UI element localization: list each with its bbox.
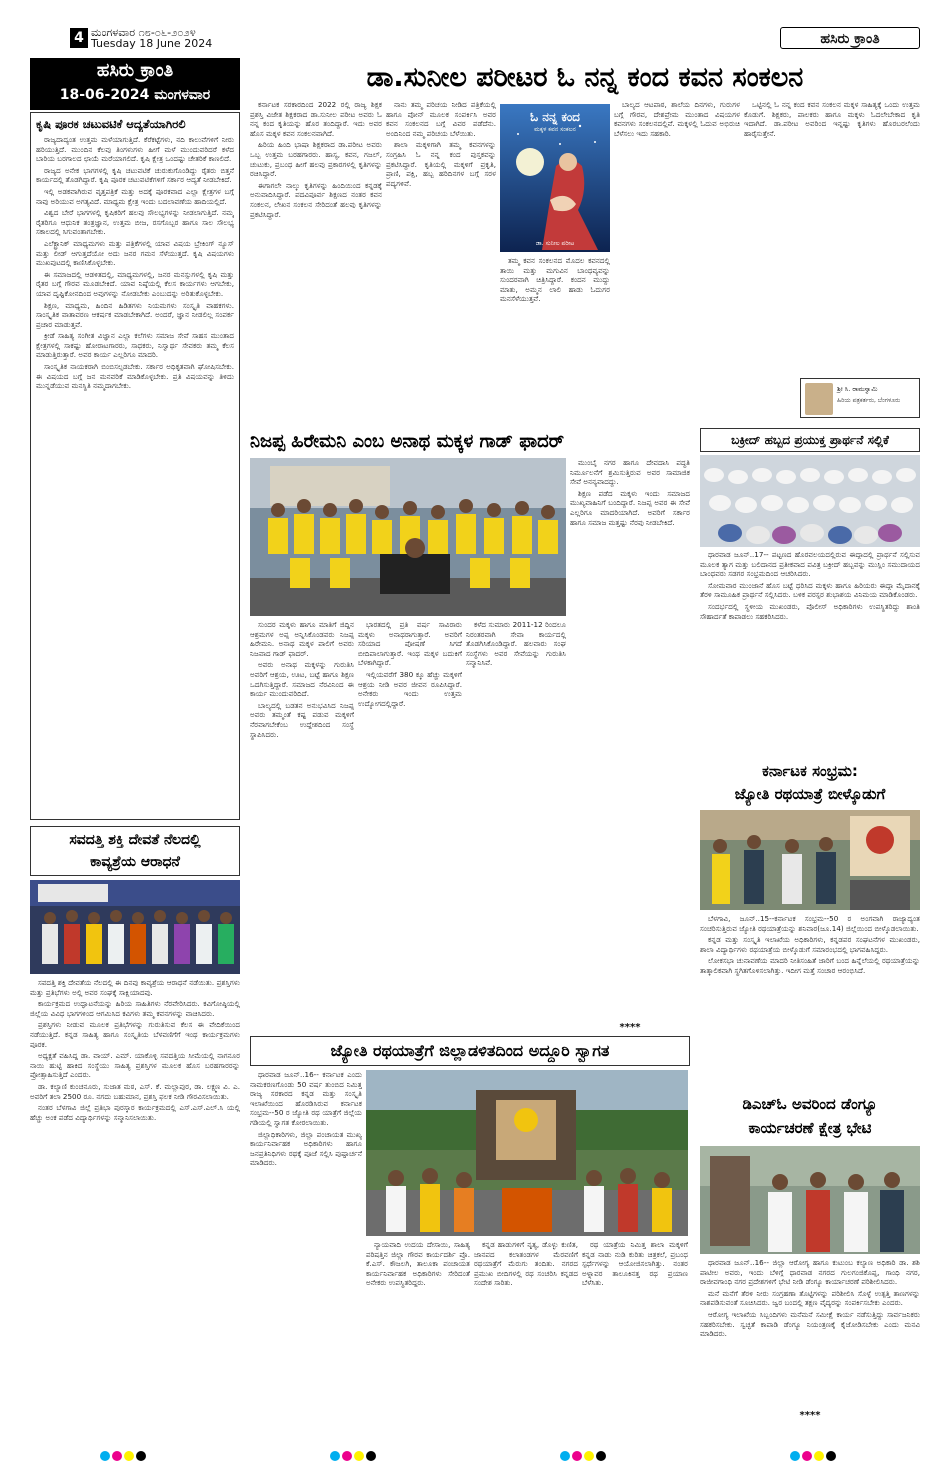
dengue-headline-line1: ಡಿಎಚ್‌ಓ ಅವರಿಂದ ಡೆಂಗ್ಯೂ [742,1095,878,1113]
karnataka-body [700,914,920,1090]
avatar [805,383,833,415]
reg-dot-black [136,1451,146,1461]
paragraph: ಅವರು ಅನಾಥ ಮಕ್ಕಳನ್ನು ಗುರುತಿಸಿ ಅವರಿಗೆ ಆಶ್ರಯ, ಊಟ, ಬಟ್ಟೆ ಹಾಗೂ ಶಿಕ್ಷಣ ಒದಗಿಸುತ್ತಿದ್ದಾರೆ. ಸಮಾಜದ ನೆರವಿನಿಂದ ಈ ಕಾರ್ಯ ಮುಂದುವರಿದಿದೆ. [250,660,354,699]
paragraph: ಜಿಲ್ಲಾಧಿಕಾರಿಗಳು, ಜಿಲ್ಲಾ ಪಂಚಾಯತ ಮುಖ್ಯ ಕಾರ್ಯನಿರ್ವಾಹಕ ಅಧಿಕಾರಿಗಳು ಹಾಗೂ ಜನಪ್ರತಿನಿಧಿಗಳು ರಥಕ್ಕೆ ಪೂಜೆ ಸಲ್ಲಿಸಿ ಪುಷ್ಪಾರ್ಚನೆ ಮಾಡಿದರು. [250,1129,362,1168]
reg-dot-yellow [354,1451,364,1461]
dengue-end-mark: **** [799,1410,821,1421]
page-date-english: Tuesday 18 June 2024 [91,37,213,50]
karnataka-event-photo [700,810,920,910]
paragraph: ರಾಜ್ಯದ ಅನೇಕ ಭಾಗಗಳಲ್ಲಿ ಕೃಷಿ ಚಟುವಟಿಕೆ ಚುರುಕುಗೊಂಡಿದ್ದು ರೈತರು ಬಿತ್ತನೆ ಕಾರ್ಯದಲ್ಲಿ ತೊಡಗಿದ್ದಾರೆ. ಕೃಷಿ ಪೂರಕ ಚಟುವಟಿಕೆಗಳಿಗೆ ಸರ್ಕಾರ ಆದ್ಯತೆ ನೀಡಬೇಕಿದೆ. [36,165,234,185]
paragraph: ಈಗಾಗಲೇ ನಾಲ್ಕು ಕೃತಿಗಳನ್ನು ಹಿಂದಿಯಿಂದ ಕನ್ನಡಕ್ಕೆ ಅನುವಾದಿಸಿದ್ದಾರೆ. ಪದವಿಪೂರ್ವ ಶಿಕ್ಷಣದ ನಂತರ ಕವನ ಸಂಕಲನ, ಲೇಖನ ಸಂಕಲನ ಸೇರಿದಂತೆ ಹಲವು ಕೃತಿಗಳನ್ನು ಪ್ರಕಟಿಸಿದ್ದಾರೆ. [250,180,382,219]
page-header [0,0,945,50]
nijappa-col-1 [250,620,354,1020]
paragraph: ರಾಜ್ಯದಾದ್ಯಂತ ಉತ್ತಮ ಮಳೆಯಾಗುತ್ತಿದೆ. ಕೆರೆಕಟ್ಟೆಗಳು, ನದಿ ಕಾಲುವೆಗಳಿಗೆ ನೀರು ಹರಿಯುತ್ತಿದೆ. ಮುಂದಿನ ಕೆಲವು ತಿಂಗಳುಗಳು ಹೀಗೆ ಮಳೆ ಮುಂದುವರಿದರೆ ಕಳೆದ ಬಾರಿಯ ಬರಗಾಲದ ಛಾಯೆ ಮರೆಯಾಗಲಿದೆ. ಕೃಷಿ ಕ್ಷೇತ್ರ ಒಂದಷ್ಟು ಚೇತರಿಕೆ ಕಾಣಲಿದೆ. [36,135,234,164]
paragraph: ಅಧ್ಯಕ್ಷತೆ ವಹಿಸಿದ್ದ ಡಾ. ವಾಯ್. ಎಮ್. ಯಾಕೊಳ್ಳಿ ಸವದತ್ತಿಯ ಸೀಮೆಯಲ್ಲಿ ನಾಗನೂರ ನಾಯಿ ಹುಟ್ಟಿ ಹಾಕಿದ ಸಂಸ್ಥೆಯು ಸಾಹಿತ್ಯ ಪ್ರಶಸ್ತಿಗಳ ಮೂಲಕ ಹೊಸ ಬರಹಗಾರರನ್ನು ಪ್ರೋತ್ಸಾಹಿಸುತ್ತಿದೆ ಎಂದರು. [30,1051,240,1080]
reg-dot-cyan [790,1451,800,1461]
paragraph: ಒಟ್ಟಿನಲ್ಲಿ ಓ ನನ್ನ ಕಂದ ಕವನ ಸಂಕಲನ ಮಕ್ಕಳ ಸಾಹಿತ್ಯಕ್ಕೆ ಒಂದು ಉತ್ತಮ ಕೊಡುಗೆ. ಶಿಕ್ಷಕರು, ಪಾಲಕರು ಹಾಗೂ ಮಕ್ಕಳು ಓದಲೇಬೇಕಾದ ಕೃತಿ ಇದಾಗಿದೆ. ಡಾ.ಪರೀಟ ಅವರಿಂದ ಇನ್ನಷ್ಟು ಕೃತಿಗಳು ಹೊರಬರಲೆಂದು ಹಾರೈಸುತ್ತೇನೆ. [744,100,920,138]
main-story-col-5 [744,100,920,360]
book-subtitle: ಮಕ್ಕಳ ಕವನ ಸಂಕಲನ [534,126,576,133]
nijappa-col-4 [570,458,690,1018]
paragraph: ಆರೋಗ್ಯ ಇಲಾಖೆಯ ಸಿಬ್ಬಂದಿಗಳು ಮನೆಮನೆ ಸಮೀಕ್ಷೆ ಕಾರ್ಯ ನಡೆಸುತ್ತಿದ್ದು ಸಾರ್ವಜನಿಕರು ಸಹಕರಿಸಬೇಕು. ಸ್ವಚ್ಛತೆ ಕಾಪಾಡಿ ಡೆಂಗ್ಯೂ ನಿಯಂತ್ರಣಕ್ಕೆ ಕೈಜೋಡಿಸಬೇಕು ಎಂದು ಮನವಿ ಮಾಡಿದರು. [700,1309,920,1339]
page-brand: ಹಸಿರು ಕ್ರಾಂತಿ [780,27,920,49]
paragraph: ವಿಶ್ವದ ಬೇರೆ ಭಾಗಗಳಲ್ಲಿ ಕೃಷಿಕರಿಗೆ ಹಲವು ಸೌಲಭ್ಯಗಳನ್ನು ನೀಡಲಾಗುತ್ತಿದೆ. ನಮ್ಮ ರೈತರಿಗೂ ಆಧುನಿಕ ತಂತ್ರಜ್ಞಾನ, ಉತ್ತಮ ಬೀಜ, ರಸಗೊಬ್ಬರ ಹಾಗೂ ಸಾಲ ಸೌಲಭ್ಯ ಸಕಾಲದಲ್ಲಿ ಸಿಗುವಂತಾಗಬೇಕು. [36,208,234,237]
nijappa-end-mark: **** [619,1022,641,1033]
reg-dot-magenta [342,1451,352,1461]
editorial-box [30,112,240,820]
registration-marks-right [790,1446,838,1465]
paragraph: ಕಾರ್ಯಕ್ರಮದ ಉದ್ಘಾಟನೆಯನ್ನು ಹಿರಿಯ ಸಾಹಿತಿಗಳು ನೆರವೇರಿಸಿದರು. ಕವಿಗೋಷ್ಠಿಯಲ್ಲಿ ಜಿಲ್ಲೆಯ ವಿವಿಧ ಭಾಗಗಳಿಂದ ಆಗಮಿಸಿದ ಕವಿಗಳು ತಮ್ಮ ಕವನಗಳನ್ನು ವಾಚಿಸಿದರು. [30,999,240,1018]
editorial-headline: ಕೃಷಿ ಪೂರಕ ಚಟುವಟಿಕೆ ಆದ್ಯತೆಯಾಗಿರಲಿ [36,117,186,131]
book-author: ಡಾ. ಸುನೀಲ ಪರೀಟ [535,240,575,247]
book-cover-image [500,104,610,252]
paragraph: ಬಾಲ್ಯದ ಆಟಪಾಠ, ಶಾಲೆಯ ದಿನಗಳು, ಗುರುಗಳ ಬಗ್ಗೆ ಗೌರವ, ದೇಶಪ್ರೇಮ ಮುಂತಾದ ವಿಷಯಗಳ ಕವನಗಳು ಸಂಕಲನದಲ್ಲಿವೆ. ಮಕ್ಕಳಲ್ಲಿ ಓದುವ ಅಭಿರುಚಿ ಬೆಳೆಸಲು ಇದು ಸಹಕಾರಿ. [614,100,740,138]
paragraph: ಬೆಳಗಾವಿ, ಜೂನ್..15--ಕರ್ನಾಟಕ ಸಂಭ್ರಮ--50 ರ ಅಂಗವಾಗಿ ರಾಜ್ಯಾದ್ಯಂತ ಸಂಚರಿಸುತ್ತಿರುವ ಜ್ಯೋತಿ ರಥಯಾತ್ರೆಯನ್ನು ಶನಿವಾರ(ಜೂ.14) ಜಿಲ್ಲೆಯಿಂದ ಬೀಳ್ಕೊಡಲಾಯಿತು. [700,914,920,933]
paragraph: ನಂತರ ಬೆಳಗಾವಿ ಜಿಲ್ಲೆ ಪ್ರತಿಭಾ ಪುರಸ್ಕಾರ ಕಾರ್ಯಕ್ರಮದಲ್ಲಿ ಎಸ್.ಎಸ್.ಎಲ್.ಸಿ ಯಲ್ಲಿ ಹೆಚ್ಚು ಅಂಕ ಪಡೆದ ವಿದ್ಯಾರ್ಥಿಗಳನ್ನು ಸನ್ಮಾನಿಸಲಾಯಿತು. [30,1103,240,1122]
page-number: 4 [70,28,88,48]
reg-dot-black [366,1451,376,1461]
paragraph: ಸವದತ್ತಿ ಶಕ್ತಿ ದೇವತೆಯ ನೆಲದಲ್ಲಿ ಈ ದಿನವು ಕಾವ್ಯಶ್ರೆಯ ಆರಾಧನೆ ನಡೆಯಿತು. ಪ್ರಶಸ್ತಿಗಳು ಮತ್ತು ಪ್ರತಿಭೆಗಳು ಅಲ್ಲಿ ಅವರ ಸಂಘಕ್ಕೆ ಸಾಕ್ಷಿಯಾದವು. [30,978,240,997]
registration-marks-left [100,1446,148,1465]
reg-dot-cyan [330,1451,340,1461]
nijappa-col-3 [466,620,566,1020]
paragraph: ನ್ಯಾಯವಾದಿ ಉದಯ ದೇಸಾಯಿ, ಸಾಹಿತ್ಯ ಪರಿಷತ್ತಿನ ಜಿಲ್ಲಾ ಗೌರವ ಕಾರ್ಯದರ್ಶಿ ಪ್ರೊ. ಕೆ.ಎಸ್. ಕೌಜಲಗಿ, ತಾಲೂಕಾ ಪಂಚಾಯತ ಕಾರ್ಯನಿರ್ವಾಹಕ ಅಧಿಕಾರಿಗಳು ಸೇರಿದಂತೆ ಅನೇಕರು ಉಪಸ್ಥಿತರಿದ್ದರು. [366,1240,470,1288]
reg-dot-magenta [572,1451,582,1461]
paragraph: ಎಲೆಕ್ಟ್ರಾನಿಕ್ ಮಾಧ್ಯಮಗಳು ಮತ್ತು ಪತ್ರಿಕೆಗಳಲ್ಲಿ ಯಾವ ವಿಷಯ ಬ್ರೇಕಿಂಗ್ ನ್ಯೂಸ್ ಮತ್ತು ಲೀಡ್ ಆಗುತ್ತದೆಯೋ ಅದು ಜನರ ಗಮನ ಸೆಳೆಯುತ್ತದೆ. ಕೃಷಿ ವಿಷಯಗಳು ಮುಖಪುಟದಲ್ಲಿ ಕಾಣಿಸಿಕೊಳ್ಳಬೇಕು. [36,238,234,268]
paragraph: ಧಾರವಾಡ ಜೂನ್..16-- ಜಿಲ್ಲಾ ಆರೋಗ್ಯ ಹಾಗೂ ಕುಟುಂಬ ಕಲ್ಯಾಣ ಅಧಿಕಾರಿ ಡಾ. ಶಶಿ ಪಾಟೀಲ ಅವರು, ಇಂದು ಬೆಳಿಗ್ಗೆ ಧಾರವಾಡ ನಗರದ ಗುಲಗಂಜಿಕೊಪ್ಪ, ಗಾಂಧಿ ನಗರ, ರಾಜೀವಗಾಂಧಿ ನಗರ ಪ್ರದೇಶಗಳಿಗೆ ಭೇಟಿ ನೀಡಿ ಡೆಂಗ್ಯೂ ಕಾರ್ಯಾಚರಣೆ ಪರಿಶೀಲಿಸಿದರು. [700,1258,920,1287]
paragraph: ಶಿಕ್ಷಣ, ಮಾಧ್ಯಮ, ಹಿಂದಿನ ಹಿಡಿತಗಳು ನಿಯಮಗಳು ಸಂಸ್ಕೃತಿ ವಾಹಕಗಳು. ಸಾಂಸ್ಕೃತಿಕ ವಾತಾವರಣ ಆಕರ್ಷಕ ಮಾಡಬೇಕಾಗಿದೆ. ಅಂದರೆ, ಜ್ಞಾನ ನೀಡಲಿಲ್ಲ ಸಂಪರ್ಕ ಪ್ರಚಾರ ಮಾಡುತ್ತವೆ. [36,300,234,329]
jyothi-rath-photo [366,1070,688,1236]
paragraph: ಕ್ರೀಡೆ ಸಾಹಿತ್ಯ ಸಂಗೀತ ವಿಜ್ಞಾನ ಎಲ್ಲಾ ಕಲೆಗಳು ಸಮಾಜ ಸೇವೆ ಸಾಹಸ ಮುಂತಾದ ಕ್ಷೇತ್ರಗಳಲ್ಲಿ ಸಾಕಷ್ಟು ಹೋರಾಟಗಾರರು, ಸಾಧಕರು, ನಿಸ್ವಾರ್ಥ ಸೇವಕರು ತಮ್ಮ ಕೆಲಸ ಮಾಡುತ್ತಿರುತ್ತಾರೆ. ಅವರ ಕಾರ್ಯ ಎಲ್ಲರಿಗೂ ಮಾದರಿ. [36,331,234,360]
main-story-col-4 [614,100,740,420]
dengue-body [700,1258,920,1408]
paragraph: ಪ್ರಶಸ್ತಿಗಳು ನೀಡುವ ಮೂಲಕ ಪ್ರತಿಭೆಗಳನ್ನು ಗುರುತಿಸುವ ಕೆಲಸ ಈ ವೇದಿಕೆಯಿಂದ ನಡೆಯುತ್ತಿದೆ. ಕನ್ನಡ ಸಾಹಿತ್ಯ ಹಾಗೂ ಸಂಸ್ಕೃತಿಯ ಬೆಳವಣಿಗೆಗೆ ಇಂಥ ಕಾರ್ಯಕ್ರಮಗಳು ಪೂರಕ. [30,1020,240,1049]
paragraph: ಬಾಲ್ಯದಲ್ಲಿ ಬಡತನ ಅನುಭವಿಸಿದ ನಿಜಪ್ಪ ಅವರು ತಮ್ಮಂತೆ ಕಷ್ಟ ಪಡುವ ಮಕ್ಕಳಿಗೆ ನೆರವಾಗಬೇಕೆಂಬ ಉದ್ದೇಶದಿಂದ ಸಂಸ್ಥೆ ಸ್ಥಾಪಿಸಿದರು. [250,700,354,739]
paragraph: ಶಾಲಾ ಮಕ್ಕಳಿಗಾಗಿ ತಮ್ಮ ಕವನಗಳನ್ನು ಸಂಗ್ರಹಿಸಿ ಓ ನನ್ನ ಕಂದ ಪುಸ್ತಕವನ್ನು ಪ್ರಕಟಿಸಿದ್ದಾರೆ. ಕೃತಿಯಲ್ಲಿ ಮಕ್ಕಳಿಗೆ ಪ್ರಕೃತಿ, ಪ್ರಾಣಿ, ಪಕ್ಷಿ, ಹಬ್ಬ ಹರಿದಿನಗಳ ಬಗ್ಗೆ ಸರಳ ಪದ್ಯಗಳಿವೆ. [386,140,496,188]
reg-dot-yellow [124,1451,134,1461]
paragraph: ರಥ ಯಾತ್ರೆಯ ನಿಮಿತ್ತ ಶಾಲಾ ಮಕ್ಕಳಿಗೆ ಕನ್ನಡ ನಾಡು ನುಡಿ ಕುರಿತು ಚಿತ್ರಕಲೆ, ಪ್ರಬಂಧ ಸ್ಪರ್ಧೆಗಳನ್ನು ಆಯೋಜಿಸಲಾಗಿತ್ತು. ನಂತರ ಅಳ್ನಾವರ ತಾಲೂಕಿನತ್ತ ರಥ ಪ್ರಯಾಣ ಬೆಳೆಸಿತು. [582,1240,688,1288]
reg-dot-cyan [100,1451,110,1461]
karnataka-headline-line2: ಜ್ಯೋತಿ ರಥಯಾತ್ರೆ ಬೀಳ್ಕೊಡುಗೆ [734,785,886,803]
paragraph: ಕಳೆದ ಸುಮಾರು 2011-12 ರಿಂದಲೂ ನಿರಂತರವಾಗಿ ಸೇವಾ ಕಾರ್ಯದಲ್ಲಿ ತೊಡಗಿಸಿಕೊಂಡಿದ್ದಾರೆ. ಹಲವಾರು ಸಂಘ ಸಂಸ್ಥೆಗಳು ಅವರ ಸೇವೆಯನ್ನು ಗುರುತಿಸಿ ಸನ್ಮಾನಿಸಿವೆ. [466,620,566,668]
reg-dot-black [826,1451,836,1461]
dengue-headline-line2: ಕಾರ್ಯಚರಣೆ ಕ್ಷೇತ್ರ ಭೇಟಿ [748,1119,872,1137]
paragraph: ಭಾರತದಲ್ಲಿ ಪ್ರತಿ ವರ್ಷ ಸಾವಿರಾರು ಮಕ್ಕಳು ಅನಾಥರಾಗುತ್ತಾರೆ. ಅವರಿಗೆ ಸರಿಯಾದ ಪೋಷಣೆ ಸಿಗದೆ ಬೀದಿಪಾಲಾಗುತ್ತಾರೆ. ಇಂಥ ಮಕ್ಕಳ ಬದುಕಿಗೆ ಬೆಳಕಾಗಿದ್ದಾರೆ. [358,620,462,668]
paragraph: ಡಾ. ಕಲ್ಯಾಣಿ ಕುಂಚನೂರು, ಸುಜಾತ ಮಠ, ಎಸ್. ಕೆ. ಮಲ್ಲಾಪುರ, ಡಾ. ಲಕ್ಷ್ಮಣ ವಿ. ಎ. ಅವರಿಗೆ ತಲಾ 2500 ರೂ. ನಗದು ಬಹುಮಾನ, ಪ್ರಶಸ್ತಿ ಫಲಕ ನೀಡಿ ಗೌರವಿಸಲಾಯಿತು. [30,1081,240,1101]
karnataka-headline-box [700,760,920,808]
paragraph: ಇಲ್ಲಿಯವರೆಗೆ 380 ಕ್ಕೂ ಹೆಚ್ಚು ಮಕ್ಕಳಿಗೆ ಆಶ್ರಯ ನೀಡಿ ಅವರ ಜೀವನ ರೂಪಿಸಿದ್ದಾರೆ. ಅನೇಕರು ಇಂದು ಉತ್ತಮ ಉದ್ಯೋಗದಲ್ಲಿದ್ದಾರೆ. [358,669,462,708]
jyothi-col-1 [250,1070,362,1440]
masthead [30,58,240,110]
book-title: ಓ ನನ್ನ ಕಂದ [530,110,580,124]
savadatti-body [30,978,240,1440]
paragraph: ಧಾರವಾಡ ಜೂನ್..16-- ಕರ್ನಾಟಕ ಎಂದು ನಾಮಕರಣಗೊಂಡು 50 ವರ್ಷ ತುಂಬಿದ ನಿಮಿತ್ತ ರಾಜ್ಯ ಸರಕಾರದ ಕನ್ನಡ ಮತ್ತು ಸಂಸ್ಕೃತಿ ಇಲಾಖೆಯಿಂದ ಹೊರಡಿಸಿರುವ ಕರ್ನಾಟಕ ಸಂಭ್ರಮ--50 ರ ಜ್ಯೋತಿ ರಥ ಯಾತ್ರೆಗೆ ಜಿಲ್ಲೆಯ ಗಡಿಯಲ್ಲಿ ಸ್ವಾಗತ ಕೋರಲಾಯಿತು. [250,1070,362,1127]
paragraph: ಮುಂಬೈ ನಗರ ಹಾಗೂ ದೇವದಾಸಿ ಪದ್ಧತಿ ನಿರ್ಮೂಲನೆಗೆ ಶ್ರಮಿಸುತ್ತಿರುವ ಅವರ ಸಾಮಾಜಿಕ ಸೇವೆ ಅನನ್ಯವಾದದ್ದು. [570,458,690,487]
nijappa-headline: ನಿಜಪ್ಪ ಹಿರೇಮನಿ ಎಂಬ ಅನಾಥ ಮಕ್ಕಳ ಗಾಡ್ ಫಾದರ್ [250,431,565,452]
editorial-body [36,135,234,813]
savadatti-award-photo [30,880,240,974]
registration-marks-center-right [560,1446,608,1465]
masthead-title: ಹಸಿರು ಕ್ರಾಂತಿ [96,60,174,81]
paragraph: ತಮ್ಮ ಕವನ ಸಂಕಲನದ ಮೊದಲ ಕವನದಲ್ಲಿ ತಾಯಿ ಮತ್ತು ಮಗುವಿನ ಬಾಂಧವ್ಯವನ್ನು ಸುಂದರವಾಗಿ ಚಿತ್ರಿಸಿದ್ದಾರೆ. ಕಂದನ ಮುದ್ದು ಮಾತು, ಅಮ್ಮನ ಲಾಲಿ ಹಾಡು ಓದುಗರ ಮನಸೆಳೆಯುತ್ತವೆ. [500,256,610,304]
masthead-date: 18-06-2024 ಮಂಗಳವಾರ [59,87,211,103]
paragraph: ನಾನು ತಮ್ಮ ಪರಿಚಯ ನೀಡಿದ ಪತ್ರಿಕೆಯಲ್ಲಿ ಹಾಗೂ ಪೋನ್ ಮೂಲಕ ಸಂಪರ್ಕಿಸಿ ಅವರ ಕವನ ಸಂಕಲನದ ಬಗ್ಗೆ ವಿವರ ಪಡೆದೆನು. ಅಂದಿನಿಂದ ನಮ್ಮ ಪರಿಚಯ ಬೆಳೆಯಿತು. [386,100,496,138]
reg-dot-magenta [112,1451,122,1461]
reg-dot-yellow [814,1451,824,1461]
dengue-headline-box [700,1092,920,1142]
paragraph: ಸಾಂಸ್ಕೃತಿಕ ನಾಯಕರಾಗಿ ಬಿಂಬಿಸಲ್ಪಡಬೇಕು. ಸರ್ಕಾರ ಅಧಿಕೃತವಾಗಿ ಘೋಷಿಸಬೇಕು. ಈ ವಿಷಯದ ಬಗ್ಗೆ ಜನ ಮನವರಿಕೆ ಮಾಡಿಕೊಳ್ಳಬೇಕು. ಪ್ರತಿ ವಿಷಯವನ್ನು ತಿಳಿದು ಮುನ್ನಡೆಯುವ ಮನಸ್ಥಿತಿ ನಮ್ಮದಾಗಬೇಕು. [36,362,234,391]
bakrid-body [700,550,920,760]
paragraph: ಹಿರಿಯ ಹಿಂದಿ ಭಾಷಾ ಶಿಕ್ಷಕರಾದ ಡಾ.ಪರೀಟ ಅವರು ಒಬ್ಬ ಉತ್ತಮ ಬರಹಗಾರರು. ಹಾಸ್ಯ, ಕವನ, ಗಜಲ್, ಚುಟುಕು, ಪ್ರಬಂಧ ಹೀಗೆ ಹಲವು ಪ್ರಕಾರಗಳಲ್ಲಿ ಕೃತಿಗಳನ್ನು ರಚಿಸಿದ್ದಾರೆ. [250,140,382,179]
savadatti-headline-box [30,826,240,876]
main-story-col-3 [500,256,610,420]
savadatti-headline-line2: ಕಾವ್ಯಶ್ರೆಯ ಆರಾಧನೆ [90,854,180,870]
byline-name: ಶ್ರೀ ಸಿ. ರಾಮಸ್ವಾಮಿ [837,385,878,393]
paragraph: ಕರ್ನಾಟಕ ಸರಕಾರದಿಂದ 2022 ರಲ್ಲಿ ರಾಜ್ಯ ಶಿಕ್ಷಕ ಪ್ರಶಸ್ತಿ ವಿಜೇತ ಶಿಕ್ಷಕರಾದ ಡಾ.ಸುನೀಲ ಪರೀಟ ಅವರು ಓ ನನ್ನ ಕಂದ ಕೃತಿಯನ್ನು ಹೊರ ತಂದಿದ್ದಾರೆ. ಇದು ಅವರ ಹೊಸ ಮಕ್ಕಳ ಕವನ ಸಂಕಲನವಾಗಿದೆ. [250,100,382,138]
byline-role: ಹಿರಿಯ ಪತ್ರಕರ್ತರು, ಬೆಂಗಳೂರು [837,397,901,404]
main-story-col-1 [250,100,382,420]
paragraph: ಕನ್ನಡ ಹಾಡುಗಳಿಗೆ ನೃತ್ಯ, ಡೊಳ್ಳು ಕುಣಿತ, ಜಾನಪದ ಕಲಾತಂಡಗಳ ಮೆರವಣಿಗೆ ರಥಯಾತ್ರೆಗೆ ಮೆರುಗು ತಂದಿತು. ನಗರದ ಪ್ರಮುಖ ಬೀದಿಗಳಲ್ಲಿ ರಥ ಸಂಚರಿಸಿ ಕನ್ನಡದ ಸಂದೇಶ ಸಾರಿತು. [474,1240,578,1288]
main-story-byline [800,378,920,418]
paragraph: ಸಂದರ್ಭದಲ್ಲಿ ಸ್ಥಳೀಯ ಮುಖಂಡರು, ಪೊಲೀಸ್ ಅಧಿಕಾರಿಗಳು ಉಪಸ್ಥಿತರಿದ್ದು ಶಾಂತಿ ಸೌಹಾರ್ದತೆ ಕಾಪಾಡಲು ಸಹಕರಿಸಿದರು. [700,601,920,621]
main-headline: ಡಾ.ಸುನೀಲ ಪರೀಟರ ಓ ನನ್ನ ಕಂದ ಕವನ ಸಂಕಲನ [366,62,804,93]
nijappa-group-photo [250,458,566,616]
paragraph: ಕನ್ನಡ ಮತ್ತು ಸಂಸ್ಕೃತಿ ಇಲಾಖೆಯ ಅಧಿಕಾರಿಗಳು, ಕನ್ನಡಪರ ಸಂಘಟನೆಗಳ ಮುಖಂಡರು, ಶಾಲಾ ವಿದ್ಯಾರ್ಥಿಗಳು ರಥಯಾತ್ರೆಯ ಬೀಳ್ಕೊಡುಗೆ ಸಮಾರಂಭದಲ್ಲಿ ಭಾಗವಹಿಸಿದ್ದರು. [700,935,920,954]
jyothi-col-3 [474,1240,578,1440]
page-date-kannada: ಮಂಗಳವಾರ ೧೮-೦೬-೨೦೨೪ [91,26,196,39]
paragraph: ಈ ಸಮಾಜದಲ್ಲಿ ಆಡಳಿತದಲ್ಲಿ, ಮಾಧ್ಯಮಗಳಲ್ಲಿ, ಜನರ ಮನಸ್ಸುಗಳಲ್ಲಿ ಕೃಷಿ ಮತ್ತು ರೈತರ ಬಗ್ಗೆ ಗೌರವ ಮೂಡಬೇಕಿದೆ. ಯಾವ ನಿಷ್ಠೆಯಲ್ಲಿ ಕೆಲಸ ಕಾರ್ಯಗಳು ಆಗಬೇಕು, ಯಾವ ದೃಷ್ಟಿಕೋನದಿಂದ ಅವುಗಳನ್ನು ನೋಡಬೇಕು ಎಂಬುದನ್ನು ಅರಿತುಕೊಳ್ಳಬೇಕು. [36,269,234,298]
paragraph: ಸೋಮವಾರ ಮುಂಜಾನೆ ಹೊಸ ಬಟ್ಟೆ ಧರಿಸಿದ ಮಕ್ಕಳು ಹಾಗೂ ಹಿರಿಯರು ಈದ್ಗಾ ಮೈದಾನಕ್ಕೆ ತೆರಳಿ ಸಾಮೂಹಿಕ ಪ್ರಾರ್ಥನೆ ಸಲ್ಲಿಸಿದರು. ಬಳಿಕ ಪರಸ್ಪರ ಶುಭಾಶಯ ವಿನಿಮಯ ಮಾಡಿಕೊಂಡರು. [700,580,920,600]
page-date [91,27,212,49]
jyothi-col-4 [582,1240,688,1440]
jyothi-col-2 [366,1240,470,1440]
reg-dot-magenta [802,1451,812,1461]
paragraph: ಮನೆ ಮನೆಗೆ ತೆರಳಿ ನೀರು ಸಂಗ್ರಹಣಾ ತೊಟ್ಟಿಗಳನ್ನು ಪರಿಶೀಲಿಸಿ ಸೊಳ್ಳೆ ಉತ್ಪತ್ತಿ ತಾಣಗಳನ್ನು ನಾಶಪಡಿಸುವಂತೆ ಸೂಚಿಸಿದರು. ಜ್ವರ ಬಂದಲ್ಲಿ ತಕ್ಷಣ ವೈದ್ಯರನ್ನು ಸಂಪರ್ಕಿಸಬೇಕು ಎಂದರು. [700,1288,920,1308]
bakrid-headline: ಬಕ್ರೀದ್ ಹಬ್ಬದ ಪ್ರಯುಕ್ತ ಪ್ರಾರ್ಥನೆ ಸಲ್ಲಿಕೆ [700,428,920,452]
paragraph: ಲೋಕಸಭಾ ಚುನಾವಣೆಯ ಮಾದರಿ ನೀತಿಸಂಹಿತೆ ಜಾರಿಗೆ ಬಂದ ಹಿನ್ನೆಲೆಯಲ್ಲಿ ರಥಯಾತ್ರೆಯನ್ನು ತಾತ್ಕಾಲಿಕವಾಗಿ ಸ್ಥಗಿತಗೊಳಿಸಲಾಗಿತ್ತು. ಇದೀಗ ಮತ್ತೆ ಸಂಚಾರ ಆರಂಭಿಸಿದೆ. [700,956,920,975]
paragraph: ಧಾರವಾಡ ಜೂನ್..17-- ಪಟ್ಟಣದ ಹೊರವಲಯದಲ್ಲಿರುವ ಈದ್ಗಾದಲ್ಲಿ ಪ್ರಾರ್ಥನೆ ಸಲ್ಲಿಸುವ ಮೂಲಕ ತ್ಯಾಗ ಮತ್ತು ಬಲಿದಾನದ ಪ್ರತೀಕವಾದ ಪವಿತ್ರ ಬಕ್ರೀದ್ ಹಬ್ಬವನ್ನು ಮುಸ್ಲಿಂ ಸಮುದಾಯದ ಬಾಂಧವರು ಸಡಗರ ಸಂಭ್ರಮದಿಂದ ಆಚರಿಸಿದರು. [700,550,920,579]
paragraph: ಶಿಕ್ಷಣ ಪಡೆದ ಮಕ್ಕಳು ಇಂದು ಸಮಾಜದ ಮುಖ್ಯವಾಹಿನಿಗೆ ಬಂದಿದ್ದಾರೆ. ನಿಜಪ್ಪ ಅವರ ಈ ಸೇವೆ ಎಲ್ಲರಿಗೂ ಮಾದರಿಯಾಗಿದೆ. ಅವರಿಗೆ ಸರ್ಕಾರ ಹಾಗೂ ಸಮಾಜ ಮತ್ತಷ್ಟು ನೆರವು ನೀಡಬೇಕಿದೆ. [570,488,690,527]
reg-dot-yellow [584,1451,594,1461]
nijappa-col-2 [358,620,462,1020]
karnataka-headline-line1: ಕರ್ನಾಟಕ ಸಂಭ್ರಮ: [762,762,858,780]
savadatti-headline-line1: ಸವದತ್ತಿ ಶಕ್ತಿ ದೇವತೆ ನೆಲದಲ್ಲಿ [69,832,201,848]
bakrid-prayer-photo [700,455,920,547]
reg-dot-cyan [560,1451,570,1461]
reg-dot-black [596,1451,606,1461]
jyothi-headline: ಜ್ಯೋತಿ ರಥಯಾತ್ರೆಗೆ ಜಿಲ್ಲಾಡಳಿತದಿಂದ ಅದ್ದೂರಿ ಸ್ವಾಗತ [250,1036,690,1066]
paragraph: ಸುಂದರ ಮಕ್ಕಳು ಹಾಗೂ ಮಾತಿಗೆ ಜಿದ್ದಿನ ಆಶ್ರಮಗಳ ಅಪ್ಪ ಅನ್ನಿಸಿಕೊಂಡವರು ನಿಜಪ್ಪ ಹಿರೇಮನಿ. ಅನಾಥ ಮಕ್ಕಳ ಪಾಲಿಗೆ ಅವರು ನಿಜವಾದ ಗಾಡ್ ಫಾದರ್. [250,620,354,658]
registration-marks-center-left [330,1446,378,1465]
dengue-inspection-photo [700,1146,920,1254]
main-story-col-2 [386,100,496,420]
paragraph: ಇಲ್ಲಿ ಅಡಕವಾಗಿರುವ ವೃತ್ತಪತ್ರಿಕೆ ಮತ್ತು ಅದಕ್ಕೆ ಪೂರಕವಾದ ಎಲ್ಲಾ ಕ್ಷೇತ್ರಗಳ ಬಗ್ಗೆ ನಾವು ಅರಿಯುವ ಅಗತ್ಯವಿದೆ. ಮಾಧ್ಯಮ ಕ್ಷೇತ್ರ ಇಂದು ಬದಲಾವಣೆಯ ಹಾದಿಯಲ್ಲಿದೆ. [36,186,234,206]
